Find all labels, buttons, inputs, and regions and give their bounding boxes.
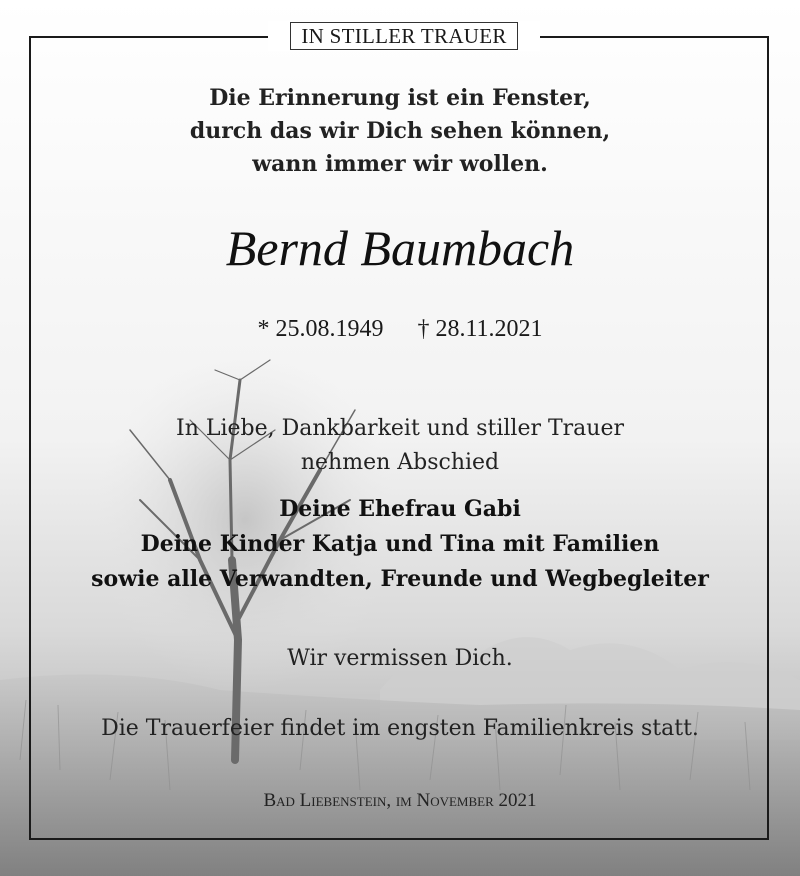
mourner-line: Deine Ehefrau Gabi <box>279 496 521 522</box>
mourners-list <box>0 492 800 597</box>
funeral-note: Die Trauerfeier findet im engsten Familienkreis statt. <box>101 716 699 741</box>
verse-line: Die Erinnerung ist ein Fenster, <box>209 85 591 111</box>
mourner-line: Deine Kinder Katja und Tina mit Familien <box>140 531 660 557</box>
intro-line: In Liebe, Dankbarkeit und stiller Trauer <box>176 416 624 441</box>
mourner-line: sowie alle Verwandten, Freunde und Wegbegleiter <box>91 566 709 592</box>
farewell-intro <box>0 412 800 480</box>
memorial-verse <box>0 82 800 181</box>
verse-line: wann immer wir wollen. <box>252 151 548 177</box>
header-label-box <box>268 21 540 51</box>
deceased-name: Bernd Baumbach <box>225 220 575 276</box>
header-label: IN STILLER TRAUER <box>290 22 517 50</box>
birth-date: * 25.08.1949 <box>257 316 384 342</box>
verse-line: durch das wir Dich sehen können, <box>189 118 611 144</box>
death-date: † 28.11.2021 <box>417 316 543 342</box>
intro-line: nehmen Abschied <box>300 450 500 475</box>
life-dates <box>0 313 800 345</box>
closing-line: Wir vermissen Dich. <box>287 646 513 671</box>
place-and-date: Bad Liebenstein, im November 2021 <box>263 790 537 811</box>
